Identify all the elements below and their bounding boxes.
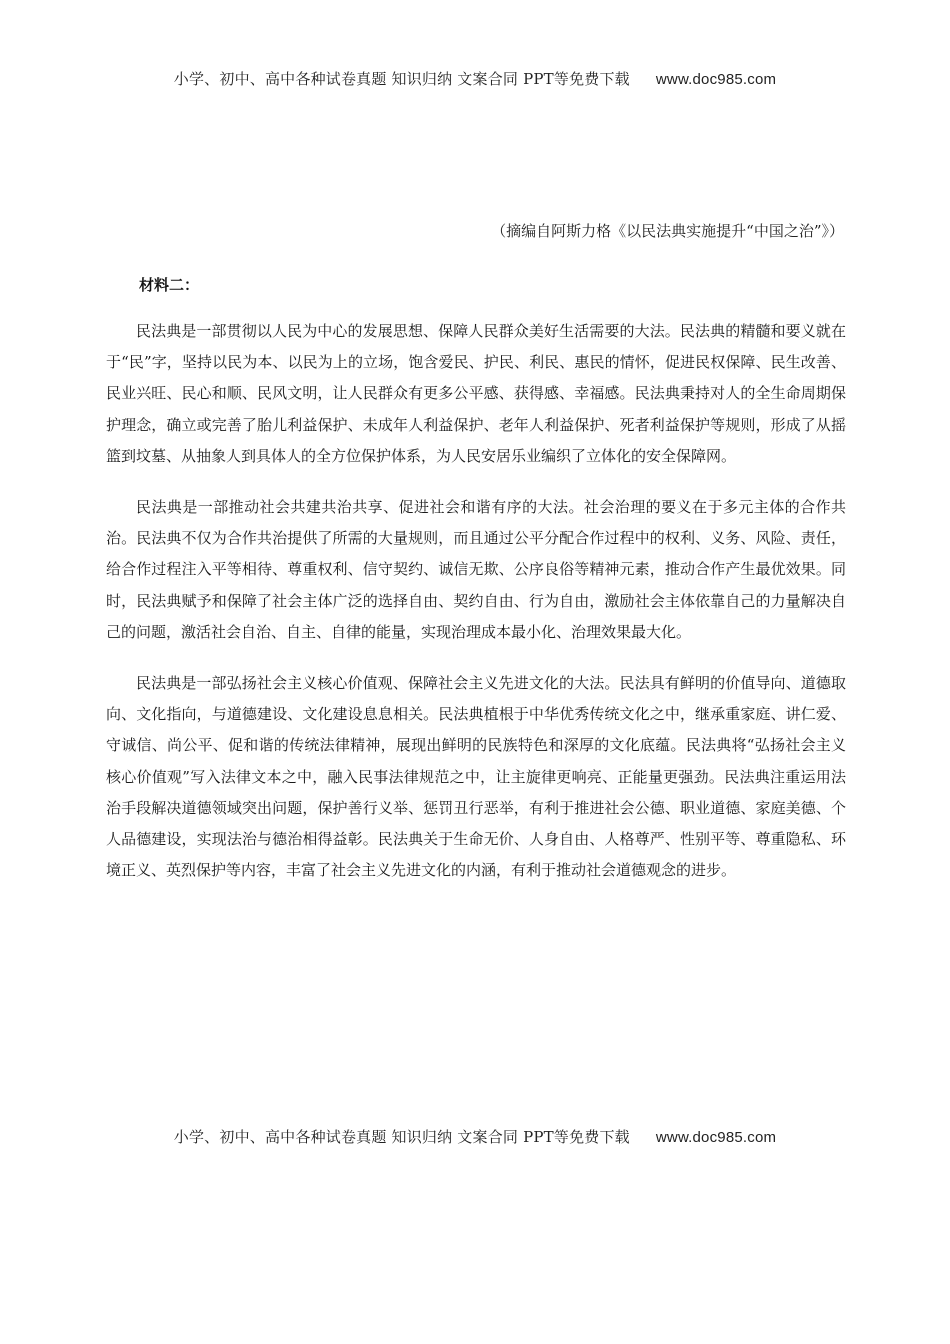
material-title: 材料二：: [139, 276, 200, 294]
header-text: 小学、初中、高中各种试卷真题 知识归纳 文案合同 PPT等免费下载: [173, 70, 630, 88]
page-header: [0, 68, 950, 89]
paragraph-2: 民法典是一部推动社会共建共治共享、促进社会和谐有序的大法。社会治理的要义在于多元主体的合作共治。民法典不仅为合作共治提供了所需的大量规则，而且通过公平分配合作过程中的权利、义务、风险、责任，给合作过程注入平等相待、尊重权利、信守契约、诚信无欺、公序良俗等精神元素，推动合作产生最优效果。同时，民法典赋予和保障了社会主体广泛的选择自由、契约自由、行为自由，激励社会主体依靠自己的力量解决自己的问题，激活社会自治、自主、自律的能量，实现治理成本最小化、治理效果最大化。: [106, 498, 846, 641]
page-footer: [0, 1126, 950, 1147]
material-body: [106, 316, 846, 906]
header-site-link[interactable]: www.doc985.com: [655, 71, 777, 88]
paragraph-3: 民法典是一部弘扬社会主义核心价值观、保障社会主义先进文化的大法。民法具有鲜明的价值导向、道德取向、文化指向，与道德建设、文化建设息息相关。民法典植根于中华优秀传统文化之中，继承重家庭、讲仁爱、守诚信、尚公平、促和谐的传统法律精神，展现出鲜明的民族特色和深厚的文化底蕴。民法典将“弘扬社会主义核心价值观”写入法律文本之中，融入民事法律规范之中，让主旋律更响亮、正能量更强劲。民法典注重运用法治手段解决道德领域突出问题，保护善行义举、惩罚丑行恶举，有利于推进社会公德、职业道德、家庭美德、个人品德建设，实现法治与德治相得益彰。民法典关于生命无价、人身自由、人格尊严、性别平等、尊重隐私、环境正义、英烈保护等内容，丰富了社会主义先进文化的内涵，有利于推动社会道德观念的进步。: [106, 674, 846, 880]
footer-text: 小学、初中、高中各种试卷真题 知识归纳 文案合同 PPT等免费下载: [173, 1128, 630, 1146]
source-citation: （摘编自阿斯力格《以民法典实施提升“中国之治”》）: [491, 222, 844, 240]
paragraph-1: 民法典是一部贯彻以人民为中心的发展思想、保障人民群众美好生活需要的大法。民法典的精髓和要义就在于“民”字，坚持以民为本、以民为上的立场，饱含爱民、护民、利民、惠民的情怀，促进民权保障、民生改善、民业兴旺、民心和顺、民风文明，让人民群众有更多公平感、获得感、幸福感。民法典秉持对人的全生命周期保护理念，确立或完善了胎儿利益保护、未成年人利益保护、老年人利益保护、死者利益保护等规则，形成了从摇篮到坟墓、从抽象人到具体人的全方位保护体系，为人民安居乐业编织了立体化的安全保障网。: [106, 322, 846, 465]
footer-site-link[interactable]: www.doc985.com: [655, 1129, 777, 1146]
